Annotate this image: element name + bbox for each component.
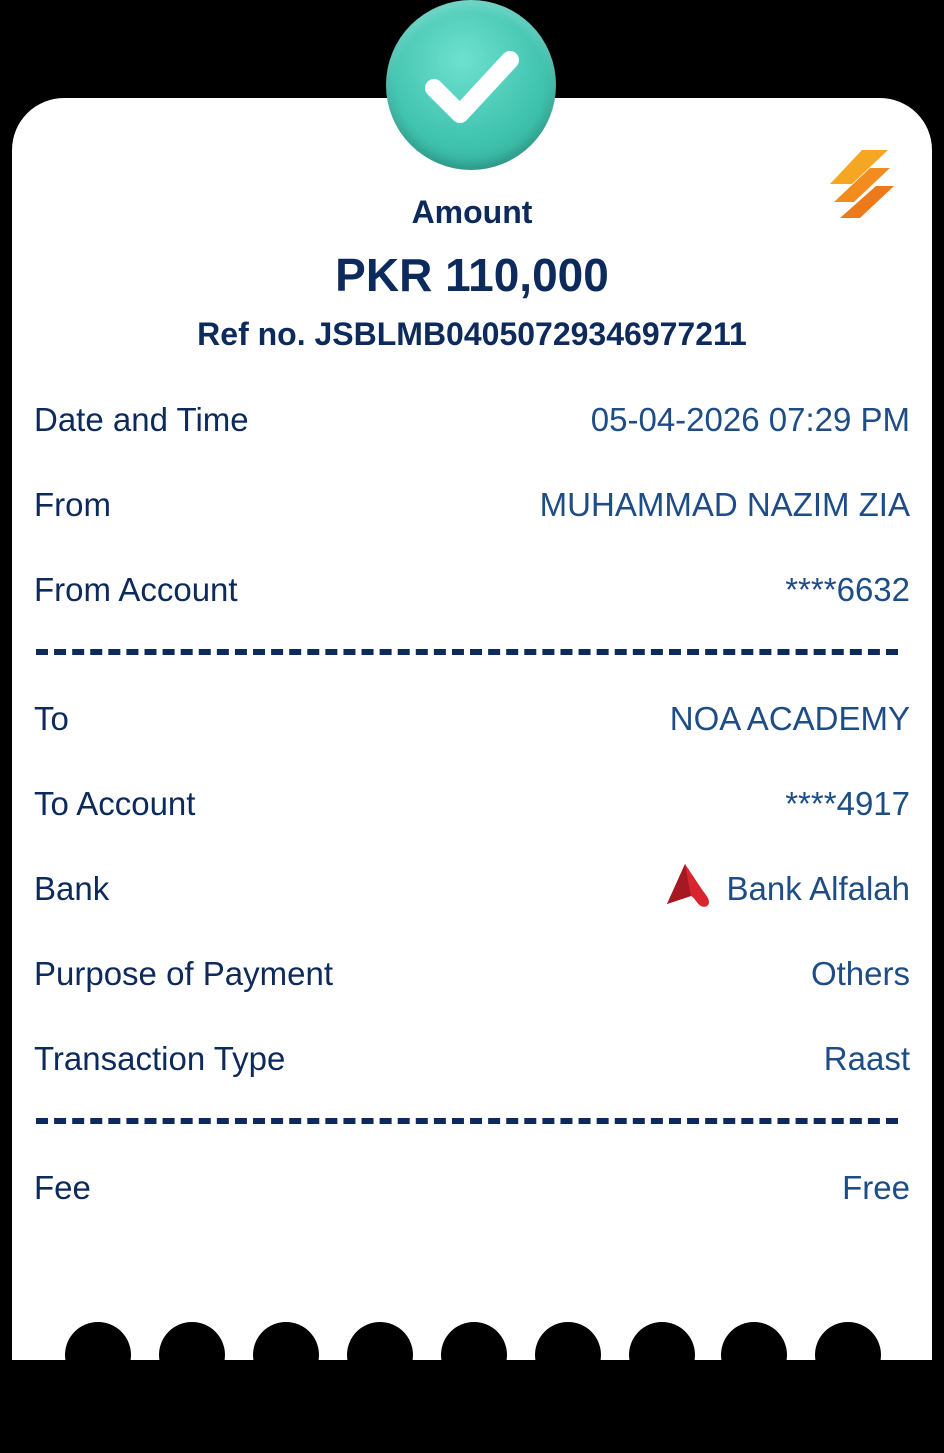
row-value: Free: [842, 1169, 910, 1206]
amount-value: PKR 110,000: [335, 249, 609, 301]
scallop-cutout: [721, 1322, 787, 1388]
scallop-cutout: [253, 1322, 319, 1388]
row-label: Transaction Type: [34, 1040, 286, 1077]
row-label: Fee: [34, 1169, 91, 1206]
row-value: [665, 862, 910, 916]
row-label: From Account: [34, 571, 238, 608]
row-value: Raast: [823, 1040, 910, 1077]
detail-row-purpose: [34, 952, 910, 996]
section-divider: [36, 649, 898, 655]
row-label: Bank: [34, 870, 110, 907]
detail-row-bank: [34, 867, 910, 911]
row-label: Date and Time: [34, 401, 249, 438]
detail-row-from: [34, 483, 910, 527]
checkmark-success-icon: [386, 0, 556, 170]
detail-row-from-account: [34, 568, 910, 612]
row-value: ****6632: [785, 571, 910, 608]
row-value: ****4917: [785, 785, 910, 822]
detail-row-fee: [34, 1166, 910, 1210]
bank-alfalah-logo: [665, 862, 711, 916]
scallop-cutout: [629, 1322, 695, 1388]
detail-row-date-time: [34, 398, 910, 442]
scallop-cutout: [65, 1322, 131, 1388]
row-label: To: [34, 700, 69, 737]
amount-label: Amount: [411, 194, 533, 230]
row-label: From: [34, 486, 111, 523]
bank-name: Bank Alfalah: [726, 870, 910, 907]
scallop-cutout: [159, 1322, 225, 1388]
scallop-cutout: [441, 1322, 507, 1388]
scallop-cutout: [815, 1322, 881, 1388]
detail-row-to: [34, 697, 910, 741]
detail-row-transaction-type: [34, 1037, 910, 1081]
row-label: To Account: [34, 785, 196, 822]
row-value: 05-04-2026 07:29 PM: [590, 401, 910, 438]
scallop-cutout: [347, 1322, 413, 1388]
detail-row-to-account: [34, 782, 910, 826]
row-value: MUHAMMAD NAZIM ZIA: [539, 486, 910, 523]
scallop-cutout: [535, 1322, 601, 1388]
row-value: Others: [810, 955, 910, 992]
receipt-scalloped-edge: [0, 1322, 944, 1382]
row-value: NOA ACADEMY: [669, 700, 910, 737]
reference-number: Ref no. JSBLMB04050729346977211: [197, 316, 747, 352]
row-label: Purpose of Payment: [34, 955, 333, 992]
section-divider: [36, 1118, 898, 1124]
